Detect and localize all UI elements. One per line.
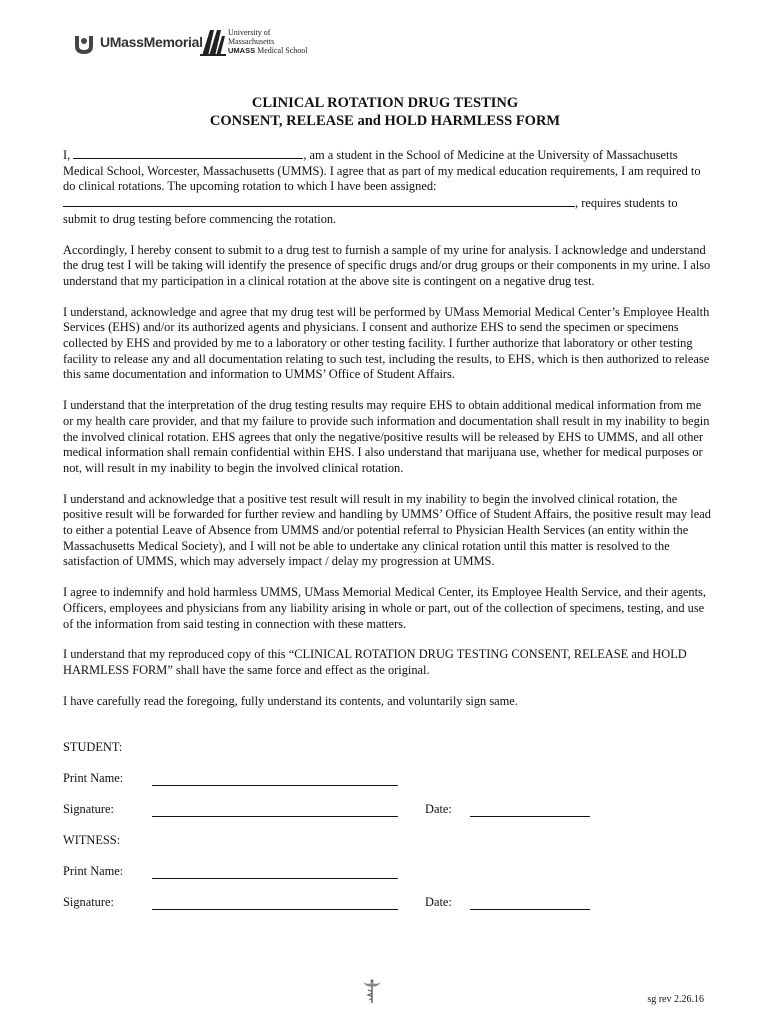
form-title-line1: CLINICAL ROTATION DRUG TESTING xyxy=(251,95,519,111)
student-signature-row xyxy=(63,802,703,833)
paragraph-7: I understand that my reproduced copy of this “CLINICAL ROTATION DRUG TESTING CONSENT, RELEASE and HOLD HARMLESS FORM” shall have the same force and effect as the original. xyxy=(63,647,687,677)
student-print-name-row xyxy=(63,771,703,802)
witness-signature-label: Signature: xyxy=(63,895,114,909)
witness-print-name-label: Print Name: xyxy=(63,864,124,878)
umass-memorial-logo-icon xyxy=(72,32,96,56)
student-print-name-label: Print Name: xyxy=(63,771,124,785)
umass-medical-school-text: University of Massachusetts UMASS Medical School xyxy=(228,28,308,55)
signature-section xyxy=(63,740,703,926)
student-heading: STUDENT: xyxy=(63,740,123,754)
rotation-site-blank[interactable] xyxy=(63,195,575,207)
form-title-line2: CONSENT, RELEASE and HOLD HARMLESS FORM xyxy=(209,113,561,129)
witness-date-field[interactable] xyxy=(470,909,590,910)
paragraph-6: I agree to indemnify and hold harmless UMMS, UMass Memorial Medical Center, its Employee Health Service, and their agents, Officers, employees and physicians from any liability arising in whole or part, out of the collection of specimens, testing, and use of the information from said testing in connection with these matters. xyxy=(63,585,706,631)
student-date-label: Date: xyxy=(425,802,452,816)
student-heading-row xyxy=(63,740,703,771)
umass-medical-school-logo-icon xyxy=(200,28,226,58)
student-signature-field[interactable] xyxy=(152,816,398,817)
form-body xyxy=(63,147,711,724)
student-signature-label: Signature: xyxy=(63,802,114,816)
witness-print-name-row xyxy=(63,864,703,895)
paragraph-8: I have carefully read the foregoing, fully understand its contents, and voluntarily sign same. xyxy=(63,693,518,708)
paragraph-1: I, , am a student in the School of Medicine at the University of Massachusetts Medical School, Worcester, Massachusetts (UMMS). I agree that as part of my medical education requirements, I am required to do clinical rotations. The upcoming rotation to which I have been assigned: , requires students to submit to drug testing before commencing the rotation. xyxy=(63,148,701,226)
paragraph-5: I understand and acknowledge that a positive test result will result in my inability to begin the involved clinical rotation, the positive result will be forwarded for further review and handling by UMMS’ Office of Student Affairs, the positive result may lead to either a potential Leave of Absence from UMMS and/or potential referral to Physician Health Services (an entity within the Massachusetts Medical Society), and I will not be able to undertake any clinical rotation until this matter is resolved to the satisfaction of UMMS, which may adversely impact / delay my progression at UMMS. xyxy=(63,491,711,569)
header-logos xyxy=(72,26,312,62)
witness-signature-field[interactable] xyxy=(152,909,398,910)
witness-heading: WITNESS: xyxy=(63,833,121,847)
witness-signature-row xyxy=(63,895,703,926)
paragraph-3: I understand, acknowledge and agree that my drug test will be performed by UMass Memorial Medical Center’s Employee Health Services (EHS) and/or its authorized agents and physicians. I consent and authorize EHS to send the specimen or specimens collected by EHS and provided by me to a laboratory or other testing facility. I further authorize that laboratory or other testing facility to release any and all documentation relating to such test, including the results, to EHS, which is then authorized to release this same documentation and information to UMMS’ Office of Student Affairs. xyxy=(63,304,710,382)
caduceus-icon xyxy=(362,978,382,1004)
witness-heading-row xyxy=(63,833,703,864)
paragraph-2: Accordingly, I hereby consent to submit to a drug test to furnish a sample of my urine for analysis. I acknowledge and understand the drug test I will be taking will identify the presence of specific drugs and/or drug groups or their components in my urine. I also understand that my participation in a clinical rotation at the above site is contingent on a negative drug test. xyxy=(63,242,711,288)
witness-date-label: Date: xyxy=(425,895,452,909)
student-name-blank[interactable] xyxy=(73,147,303,159)
umass-memorial-wordmark: UMassMemorial xyxy=(100,34,203,50)
revision-label: sg rev 2.26.16 xyxy=(647,994,704,1005)
witness-print-name-field[interactable] xyxy=(152,878,398,879)
paragraph-4: I understand that the interpretation of the drug testing results may require EHS to obtain additional medical information from me or my health care provider, and that my failure to provide such information and documentation shall result in my inability to begin the involved clinical rotation. EHS agrees that only the negative/positive results will be released by EHS to UMMS, and all other medical information shall remain confidential within EHS. I also understand that marijuana use, whether for medical purposes or not, will result in my inability to begin the involved clinical rotation. xyxy=(63,398,710,475)
student-date-field[interactable] xyxy=(470,816,590,817)
student-print-name-field[interactable] xyxy=(152,785,398,786)
